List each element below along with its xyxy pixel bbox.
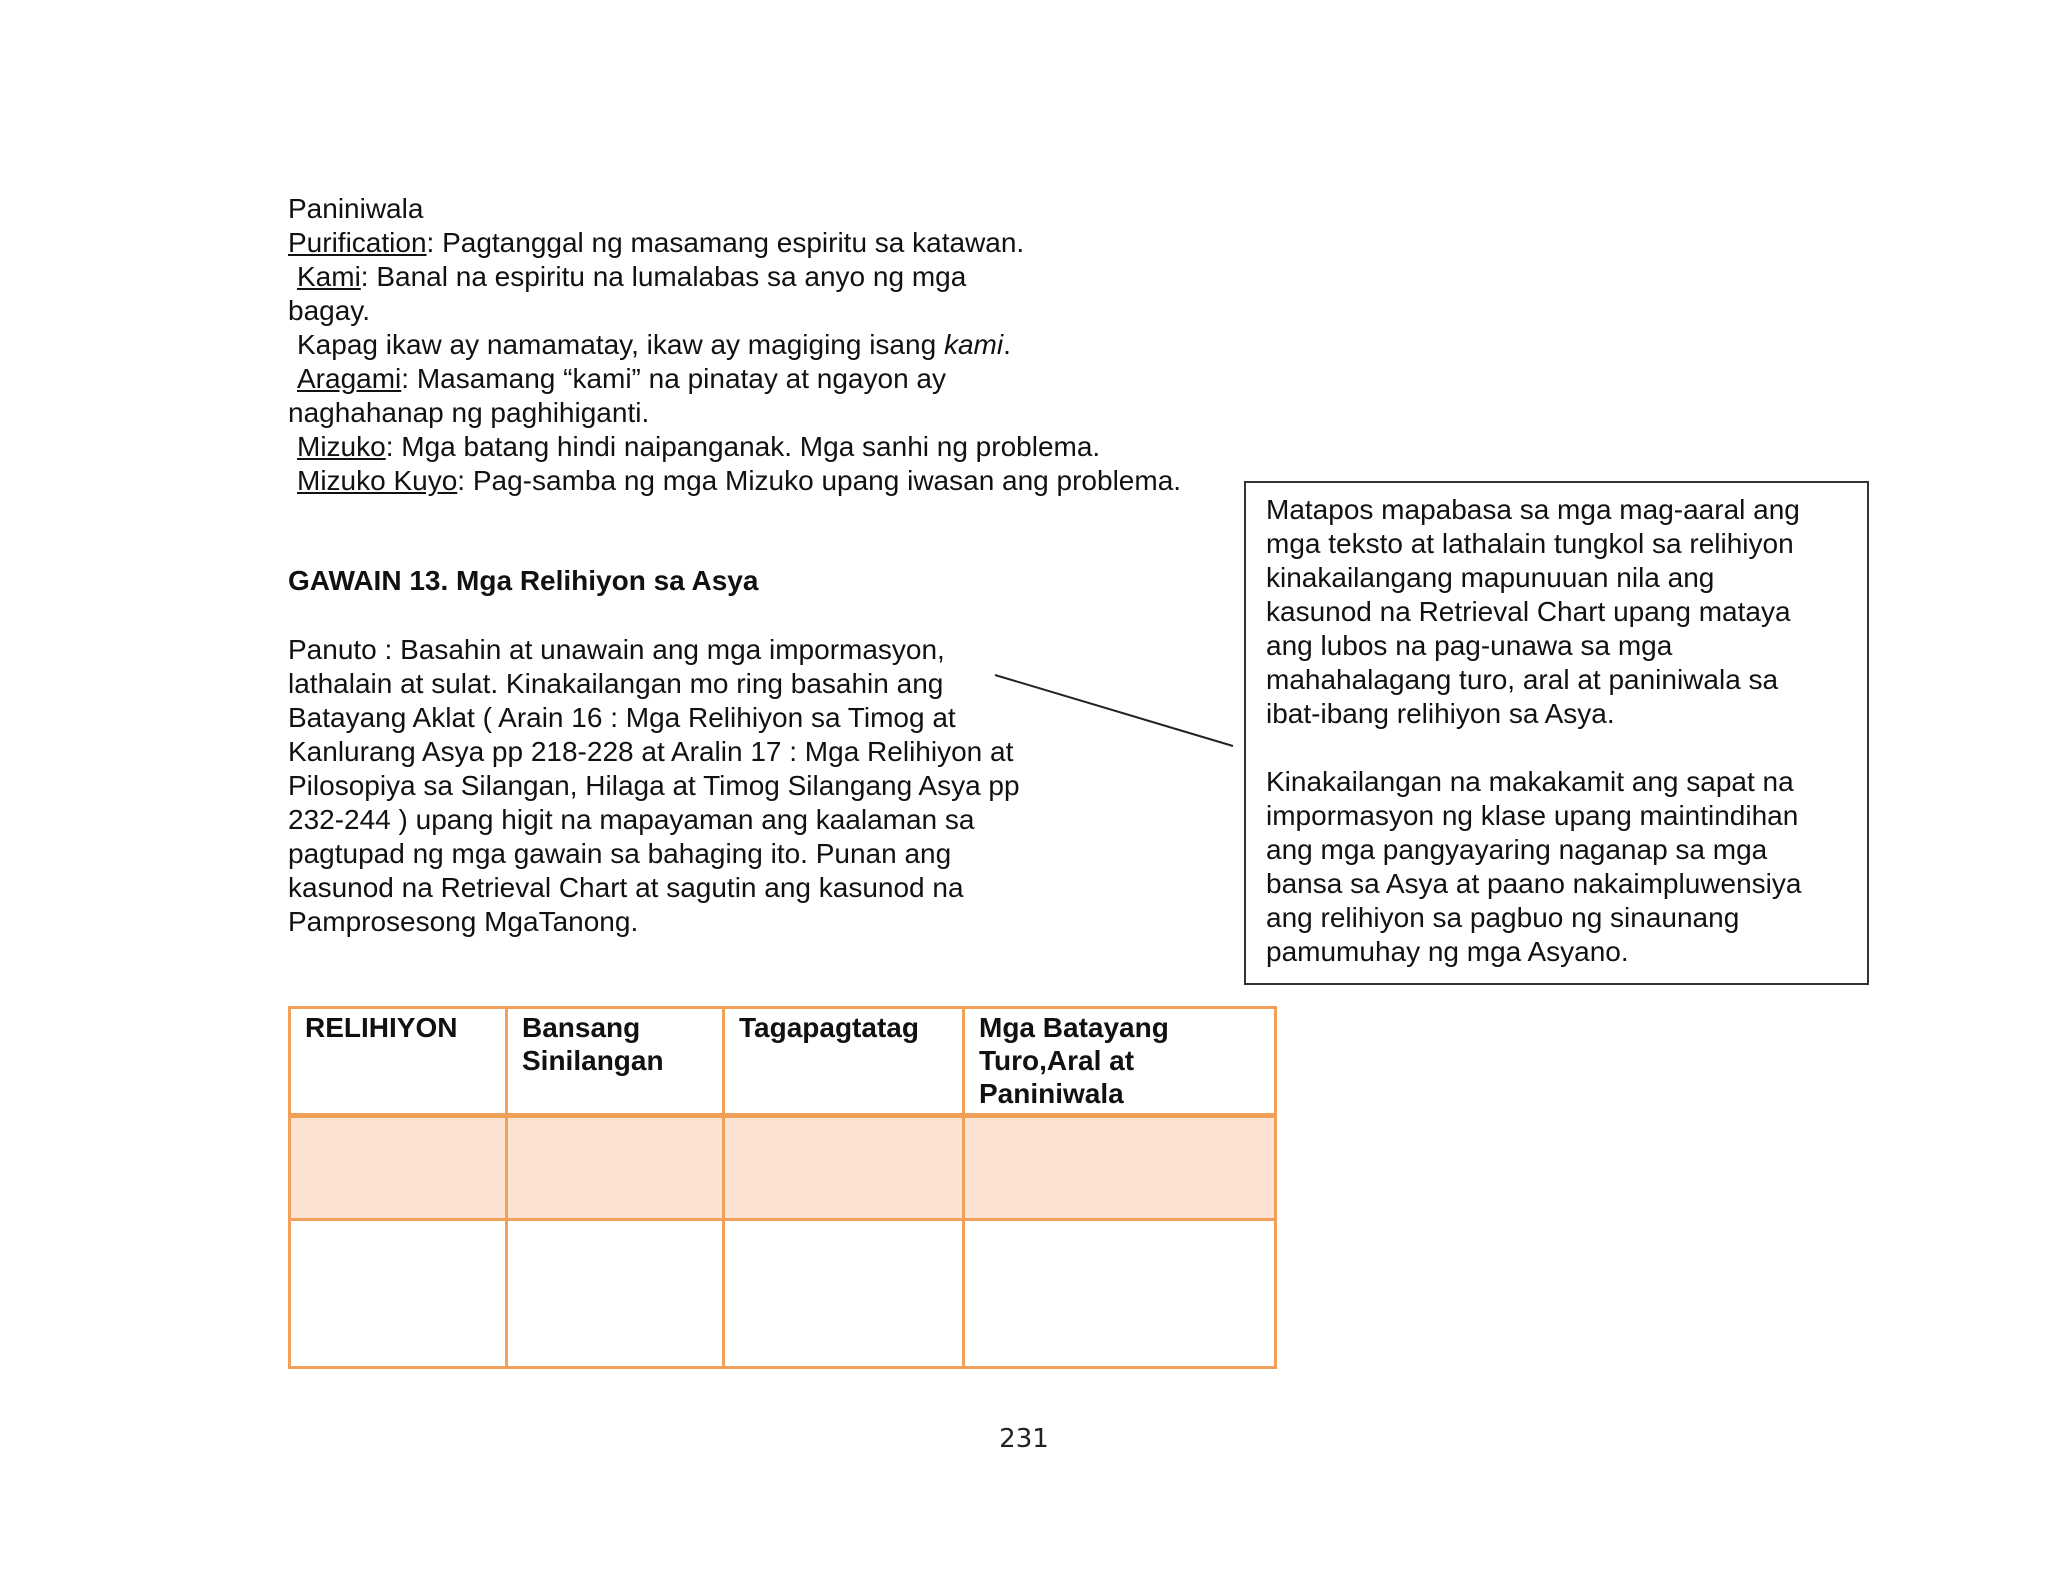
retrieval-chart	[288, 1006, 1277, 1369]
instruction-line: kasunod na Retrieval Chart at sagutin ang kasunod na	[288, 872, 964, 903]
note-line: ang lubos na pag-unawa sa mga	[1266, 630, 1673, 661]
note-line: ang mga pangyayaring naganap sa mga	[1266, 834, 1768, 865]
glossary-definition: : Masamang “kami” na pinatay at ngayon ay	[401, 363, 946, 394]
glossary-text: naghahanap ng paghihiganti.	[288, 397, 650, 428]
note-line: ang relihiyon sa pagbuo ng sinaunang	[1266, 902, 1740, 933]
instruction-line: Batayang Aklat ( Arain 16 : Mga Relihiyon sa Timog at	[288, 702, 956, 733]
paragraph-gap	[1266, 731, 1847, 765]
glossary-term: Mizuko	[297, 431, 386, 462]
chart-header-row	[290, 1008, 1276, 1116]
header-tagapagtatag	[724, 1008, 964, 1116]
header-text: RELIHIYON	[305, 1012, 458, 1043]
header-text: Tagapagtatag	[739, 1012, 919, 1043]
header-text: Paniniwala	[979, 1078, 1124, 1109]
glossary-definition: : Banal na espiritu na lumalabas sa anyo ng mga	[360, 261, 967, 292]
table-cell[interactable]	[290, 1116, 507, 1220]
glossary-text: bagay.	[288, 295, 370, 326]
page-number: 231	[999, 1424, 1049, 1454]
glossary-term: Aragami	[297, 363, 402, 394]
glossary-term: Purification	[288, 227, 427, 258]
instruction-line: Pilosopiya sa Silangan, Hilaga at Timog Silangang Asya pp	[288, 770, 1020, 801]
instruction-line: Pamprosesong MgaTanong.	[288, 906, 639, 937]
table-cell[interactable]	[724, 1116, 964, 1220]
note-line: mga teksto at lathalain tungkol sa relihiyon	[1266, 528, 1794, 559]
instruction-line: pagtupad ng mga gawain sa bahaging ito. Punan ang	[288, 838, 952, 869]
table-cell[interactable]	[724, 1220, 964, 1368]
table-row	[290, 1220, 1276, 1368]
glossary-text: Kapag ikaw ay namamatay, ikaw ay magiging isang	[297, 329, 944, 360]
instruction-line: Panuto : Basahin at unawain ang mga impormasyon,	[288, 634, 945, 665]
header-relihiyon	[290, 1008, 507, 1116]
note-line: ibat-ibang relihiyon sa Asya.	[1266, 698, 1615, 729]
note-line: Matapos mapabasa sa mga mag-aaral ang	[1266, 494, 1800, 525]
teacher-note-box	[1244, 481, 1869, 985]
header-bansang-sinilangan	[507, 1008, 724, 1116]
note-line: bansa sa Asya at paano nakaimpluwensiya	[1266, 868, 1802, 899]
glossary-definition: : Pagtanggal ng masamang espiritu sa katawan.	[426, 227, 1025, 258]
note-line: kasunod na Retrieval Chart upang mataya	[1266, 596, 1791, 627]
header-batayang-turo	[964, 1008, 1276, 1116]
table-row	[290, 1116, 1276, 1220]
instruction-line: 232-244 ) upang higit na mapayaman ang kaalaman sa	[288, 804, 975, 835]
activity-heading: GAWAIN 13. Mga Relihiyon sa Asya	[288, 565, 759, 596]
table-cell[interactable]	[964, 1220, 1276, 1368]
glossary-definition: : Mga batang hindi naipanganak. Mga sanhi ng problema.	[385, 431, 1101, 462]
note-line: impormasyon ng klase upang maintindihan	[1266, 800, 1799, 831]
note-line: mahahalagang turo, aral at paniniwala sa	[1266, 664, 1779, 695]
glossary-text: .	[1003, 329, 1011, 360]
table-cell[interactable]	[507, 1220, 724, 1368]
header-text: Bansang	[522, 1012, 641, 1043]
header-text: Mga Batayang	[979, 1012, 1169, 1043]
glossary-definition: : Pag-samba ng mga Mizuko upang iwasan ang problema.	[457, 465, 1182, 496]
glossary-term: Mizuko Kuyo	[297, 465, 458, 496]
note-line: Kinakailangan na makakamit ang sapat na	[1266, 766, 1794, 797]
header-text: Sinilangan	[522, 1045, 664, 1076]
note-line: kinakailangang mapunuuan nila ang	[1266, 562, 1715, 593]
header-text: Turo,Aral at	[979, 1045, 1135, 1076]
glossary-emphasis: kami	[943, 329, 1004, 360]
glossary-text: Paniniwala	[288, 193, 424, 224]
note-line: pamumuhay ng mga Asyano.	[1266, 936, 1629, 967]
instruction-line: Kanlurang Asya pp 218-228 at Aralin 17 : Mga Relihiyon at	[288, 736, 1014, 767]
table-cell[interactable]	[507, 1116, 724, 1220]
glossary-term: Kami	[297, 261, 361, 292]
table-cell[interactable]	[964, 1116, 1276, 1220]
instruction-line: lathalain at sulat. Kinakailangan mo ring basahin ang	[288, 668, 944, 699]
table-cell[interactable]	[290, 1220, 507, 1368]
